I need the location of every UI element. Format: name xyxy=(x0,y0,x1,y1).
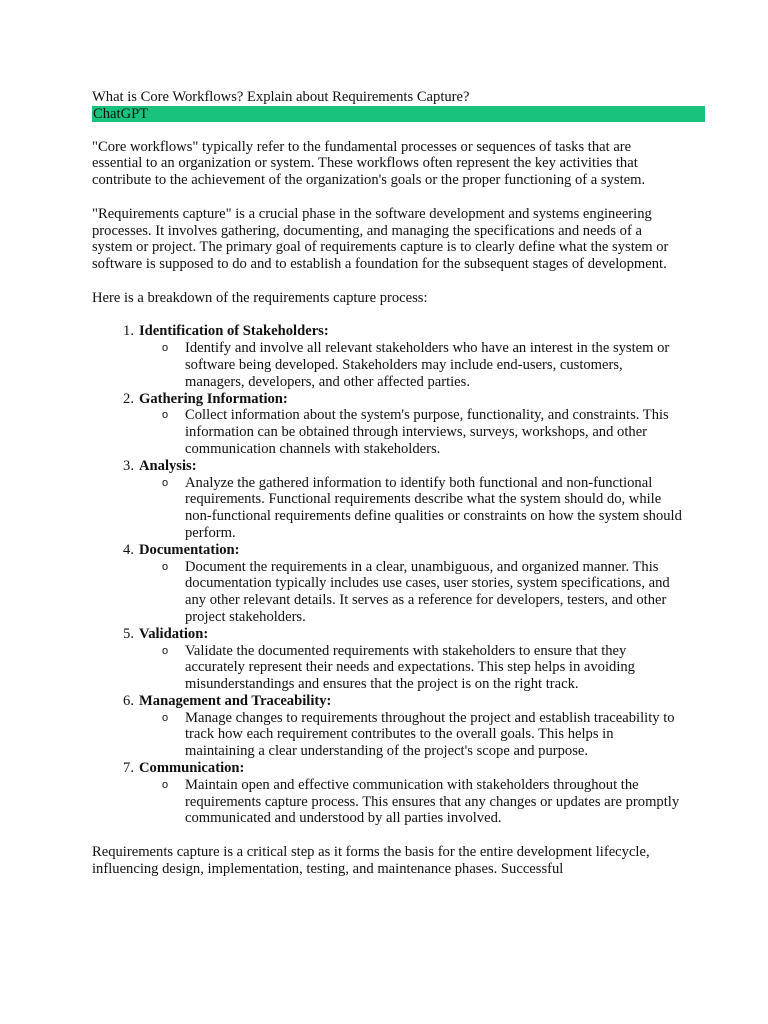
user-question: What is Core Workflows? Explain about Requirements Capture? xyxy=(92,89,470,105)
step-item xyxy=(92,323,682,390)
step-detail-text: Collect information about the system's purpose, functionality, and constraints. This information can be obtained through interviews, surveys, workshops, and other communication channels with stakeholders. xyxy=(185,407,669,457)
bullet-circle-icon: o xyxy=(162,711,169,724)
step-detail-list xyxy=(139,407,682,457)
step-detail-list xyxy=(139,559,682,626)
step-detail xyxy=(139,710,682,760)
step-item xyxy=(92,693,682,760)
step-detail-text: Maintain open and effective communication with stakeholders throughout the requirements capture process. This ensures that any changes or updates are promptly communicated and understood by all parties involved. xyxy=(185,776,680,827)
closing-paragraph: Requirements capture is a critical step as it forms the basis for the entire development lifecycle, influencing design, implementation, testing, and maintenance phases. Successful xyxy=(92,844,650,877)
spacer xyxy=(92,307,682,324)
steps-list xyxy=(92,323,682,827)
spacer xyxy=(92,189,682,206)
step-number: 4. xyxy=(123,541,134,558)
step-number: 2. xyxy=(123,390,134,407)
step-detail-list xyxy=(139,777,682,827)
intro-paragraph-breakdown: Here is a breakdown of the requirements capture process: xyxy=(92,289,428,306)
spacer xyxy=(92,827,682,844)
step-detail-list xyxy=(139,710,682,760)
step-detail-text: Analyze the gathered information to identify both functional and non-functional requirements. Functional requirements describe what the system should do, while non-functional requirements define qualities or constraints on how the system should perform. xyxy=(185,474,682,541)
step-detail xyxy=(139,407,682,457)
bullet-circle-icon: o xyxy=(162,644,169,657)
step-item xyxy=(92,391,682,458)
step-item xyxy=(92,458,682,542)
bullet-circle-icon: o xyxy=(162,778,169,791)
step-detail-list xyxy=(139,340,682,390)
step-item xyxy=(92,760,682,827)
step-title: Documentation: xyxy=(139,541,240,558)
step-detail-text: Manage changes to requirements throughout the project and establish traceability to track how each requirement contributes to the overall goals. This helps in maintaining a clear understanding of the project's scope and purpose. xyxy=(185,709,675,760)
step-item xyxy=(92,542,682,626)
step-detail xyxy=(139,340,682,390)
bullet-circle-icon: o xyxy=(162,409,169,422)
step-number: 7. xyxy=(123,760,134,777)
intro-paragraph-requirements-capture: "Requirements capture" is a crucial phase in the software development and systems engineering processes. It involves gathering, documenting, and managing the specifications and needs of a system or project. The primary goal of requirements capture is to clearly define what the system or software is supposed to do and to establish a foundation for the subsequent stages of development. xyxy=(92,205,669,273)
bullet-circle-icon: o xyxy=(162,560,169,573)
step-number: 3. xyxy=(123,457,134,474)
step-number: 6. xyxy=(123,692,134,709)
step-title: Validation: xyxy=(139,625,209,642)
speaker-label: ChatGPT xyxy=(92,106,705,122)
step-detail-text: Identify and involve all relevant stakeholders who have an interest in the system or software being developed. Stakeholders may include end-users, customers, managers, developers, and other affected parties. xyxy=(185,340,670,390)
step-detail-text: Document the requirements in a clear, unambiguous, and organized manner. This documentation typically includes use cases, user stories, system specifications, and any other relevant details. It serves as a reference for developers, testers, and other project stakeholders. xyxy=(185,558,670,625)
step-detail-text: Validate the documented requirements with stakeholders to ensure that they accurately represent their needs and expectations. This step helps in avoiding misunderstandings and ensures that the project is on the right track. xyxy=(185,642,635,693)
step-detail-list xyxy=(139,643,682,693)
step-title: Analysis: xyxy=(139,457,197,474)
spacer xyxy=(92,273,682,290)
step-detail xyxy=(139,475,682,542)
step-title: Communication: xyxy=(139,760,245,777)
step-number: 5. xyxy=(123,625,134,642)
step-detail-list xyxy=(139,475,682,542)
step-detail xyxy=(139,643,682,693)
document-page xyxy=(92,89,682,878)
bullet-circle-icon: o xyxy=(162,342,169,355)
step-detail xyxy=(139,559,682,626)
step-detail xyxy=(139,777,682,827)
step-title: Identification of Stakeholders: xyxy=(139,323,329,340)
step-title: Gathering Information: xyxy=(139,390,288,407)
step-number: 1. xyxy=(123,323,134,340)
step-title: Management and Traceability: xyxy=(139,692,332,709)
spacer xyxy=(92,122,682,139)
intro-paragraph-core-workflows: "Core workflows" typically refer to the fundamental processes or sequences of tasks that are essential to an organization or system. These workflows often represent the key activities that contribute to the achievement of the organization's goals or the proper functioning of a system. xyxy=(92,138,646,189)
bullet-circle-icon: o xyxy=(162,476,169,489)
step-item xyxy=(92,626,682,693)
